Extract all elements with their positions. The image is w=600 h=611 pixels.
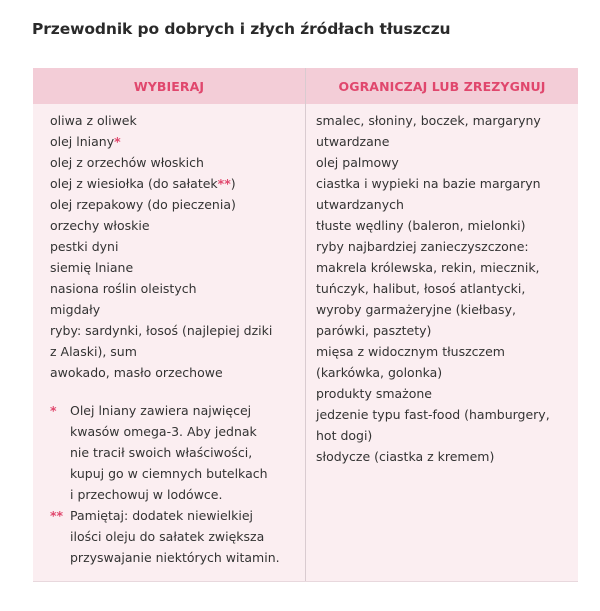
choose-list [50,110,300,383]
footnote-line: przyswajanie niektórych witamin. [70,550,280,565]
list-item: tuńczyk, halibut, łosoś atlantycki, [316,281,526,296]
footnote-line: kwasów omega-3. Aby jednak [70,424,257,439]
list-item: olej z orzechów włoskich [50,155,204,170]
list-item: siemię lniane [50,260,134,275]
list-item: orzechy włoskie [50,218,150,233]
list-item: makrela królewska, rekin, miecznik, [316,260,540,275]
list-item: ryby: sardynki, łosoś (najlepiej dziki [50,323,273,338]
footnote-line: i przechowuj w lodówce. [70,487,223,502]
list-item: olej z wiesiołka (do sałatek**) [50,176,236,191]
list-item: mięsa z widocznym tłuszczem [316,344,505,359]
list-item: wyroby garmażeryjne (kiełbasy, [316,302,516,317]
list-item: słodycze (ciastka z kremem) [316,449,495,464]
page-title: Przewodnik po dobrych i złych źródłach tłuszczu [32,20,451,38]
table-bottom-border [33,581,578,582]
list-item: olej rzepakowy (do pieczenia) [50,197,236,212]
list-item: produkty smażone [316,386,432,401]
footnote-marker: ** [217,176,231,191]
list-item: z Alaski), sum [50,344,137,359]
list-item: awokado, masło orzechowe [50,365,223,380]
list-item: tłuste wędliny (baleron, mielonki) [316,218,526,233]
column-divider [305,68,306,582]
footnote-line: Pamiętaj: dodatek niewielkiej [70,508,253,523]
list-item: parówki, pasztety) [316,323,432,338]
list-item: migdały [50,302,101,317]
limit-column-header: OGRANICZAJ LUB ZREZYGNUJ [338,79,546,94]
list-item: jedzenie typu fast-food (hamburgery, [316,407,550,422]
list-item: ciastka i wypieki na bazie margaryn [316,176,541,191]
footnote-line: kupuj go w ciemnych butelkach [70,466,268,481]
list-item: olej lniany* [50,134,121,149]
list-item: pestki dyni [50,239,119,254]
footnote-marker: * [114,134,121,149]
footnote-flaxseed-oil [50,400,305,505]
fat-sources-table [33,68,578,582]
list-item: (karkówka, golonka) [316,365,443,380]
list-item: hot dogi) [316,428,373,443]
list-item: oliwa z oliwek [50,113,137,128]
limit-list [316,110,574,467]
footnote-salad-oil [50,505,305,568]
footnote-line: nie tracił swoich właściwości, [70,445,253,460]
list-item: ryby najbardziej zanieczyszczone: [316,239,529,254]
list-item: nasiona roślin oleistych [50,281,197,296]
footnote-line: Olej lniany zawiera najwięcej [70,403,252,418]
list-item: smalec, słoniny, boczek, margaryny [316,113,541,128]
footnote-marker: * [50,403,57,418]
footnote-line: ilości oleju do sałatek zwiększa [70,529,265,544]
list-item: olej palmowy [316,155,399,170]
list-item: utwardzane [316,134,390,149]
choose-column-header: WYBIERAJ [133,79,205,94]
footnote-marker: ** [50,508,64,523]
list-item: utwardzanych [316,197,404,212]
